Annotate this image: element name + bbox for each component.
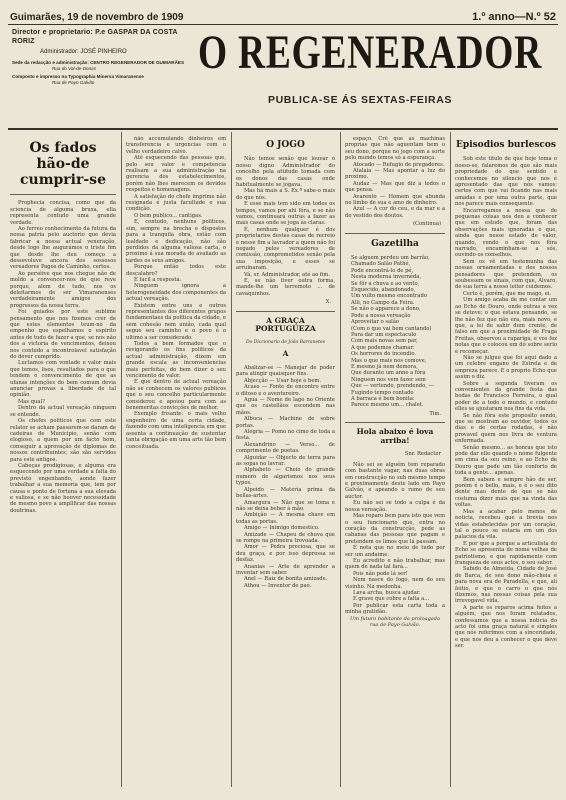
letter-paragraph: Lava archa, busca ajudar. [353, 589, 421, 596]
poem-line: Aproveitar o salão [351, 319, 400, 326]
article-paragraph: E, contudo, nenhuns politicos, sim, sempre na brecha e dispostos para a tranquila obra, estão com lealdade e dedicação, não são perdidos da alguma valiosa carta, o proximo á sua morada de avaliado as tardes os seus amigos. [126, 219, 226, 264]
poem-line: Esquecido, abandonado, [351, 287, 416, 294]
continua-note: (Continua) [413, 221, 441, 228]
column-2 [126, 136, 226, 791]
article-paragraph: Atocado — Refugio de pregadores. [353, 161, 445, 168]
administrator-line: Administrador: JOSÉ PINHEIRO [40, 48, 127, 55]
poem-line: A que podemos chamar: [351, 344, 415, 351]
letter-paragraph: E grave que cobre a falta a... [353, 596, 430, 603]
poem-line: Que durante um anno a fóra [351, 370, 426, 377]
article-paragraph: Todos a bem formados que o revigorando os fins politicos da actual administração, dizem em grande escala as inconveniencias mais perfeitas, do bem dizer o seu vencimento de valor. [126, 341, 226, 380]
article-paragraph: Audaz — Mas que diz a todos o que pensa. [345, 180, 445, 194]
poem-line: Que — vertendo, prendendo, — [351, 383, 434, 390]
dictionary-entry: Ananias — Arte de aprender a inventar sem saber. [236, 563, 335, 576]
top-rule [8, 24, 558, 25]
article-title: Episodios burlescos [456, 140, 556, 150]
article-paragraph: O bem publico... cantigas. [134, 212, 203, 219]
poem-line: Nesta moderna invernêda, [351, 274, 422, 281]
poem-line: Pode a nossa vereação [351, 312, 411, 319]
column-divider [340, 132, 341, 787]
column-divider [450, 132, 451, 787]
article-paragraph: Sabido de Almeida, Cidade de José de Barca, de seu dono mão-cheia e para nova era de Paradella, e que, ali feitio, e que o carro o que nós dizemos, nas nossas coisas pela sua irrevogavel vida. [455, 566, 557, 605]
article-paragraph: não accumulando dinheiros em transferencia e urgencias com o velho verdadeiro calvo. [126, 136, 226, 155]
dictionary-entry: Alpeido — Materia prima da bellas-artes. [236, 486, 335, 500]
separator [10, 194, 116, 195]
article-paragraph: Luctamos com vontade e valor mais que temos, lisos, resultados para o que tendem o convencimento de que as ufanas intenções do bem comum devia anunciar provas a liberdade de tal opinião. [10, 360, 116, 399]
article-paragraph: Senão mesmo... as honras que isto pode dar elle quando o nome fulgente em cima da seu reino, e ao Echo de Douro que pede um tão conforto de toda a gente... apenas. [455, 444, 557, 477]
article-paragraph: Mas há mais a S. Ex.ª sabe-o mais do que nós. [236, 188, 335, 201]
poem-line: Ninguem nos vem fazer sem [351, 376, 426, 383]
poem-line: A barraca é bem bonita: [351, 395, 415, 402]
column-1 [10, 136, 116, 791]
article-paragraph: Encarregamos a nossa que de pequenas coisas nos deu a conhecer que em estudo que, foram das observações mais ignoradas e que, ainda que nesse estado de valor, quando, vendo o que nos fôra narrado, encaminham-se a sós, ouvindo os conselhos. [455, 207, 557, 259]
article-paragraph: Ao ferreo conhecimento da futura da nossa patria pelo auctorio que devia fabricar a nossa actual veneração, desde logo lhe augurámos o triste fim que desde lhe deu começo a dessevoluve ancora dos sossosos vereadores Pagos de Caminho, certos. [10, 225, 116, 271]
letter-paragraph: Eu não sei se todo a culpa é da nossa vereação. [345, 500, 445, 513]
dictionary-entry: Abjecção — Usar hoje e bem. [244, 377, 321, 384]
article-paragraph: E, se não tiver outra forma, mande-lhe um terremoto ... de cavaquinhos. [236, 278, 335, 297]
dictionary-entry: Acaso — Fonte de encontro entre o ditoso e o aventureiro. [236, 384, 335, 397]
article-paragraph: Atalaia — Mas apontar a luz do proximo. [345, 168, 445, 181]
poem-line: Fugindo tempo contado [351, 389, 414, 396]
article-paragraph: Sobre a segunda tiveram os convenientes da grande festa das bodas de Francisco Ferreira, o qual poder de a todo o mundo, e contudo elles se ajustaram nos fins da vida. [455, 380, 557, 413]
article-paragraph: Mas qual? [18, 398, 45, 405]
column-3 [236, 136, 335, 791]
article-paragraph: Foi guiados por este sublime pensamento que nos fizemos crer de que estes elementos teum-no da empenho que espelhamos o espirito antes de tudo de fazer a que, se nos não dos a victoria de vencimentos, deixou nos contudo a incontrolavel satisfação do dever cumprido. [10, 309, 116, 361]
article-paragraph: É que dentro de actual vereação não se conhecem os valores publicos que o seu concelho particularmente considerou e apoiou para com as benemeritas convicções de melhor. [126, 379, 226, 412]
article-paragraph: Avarento — Homem que abunda no limbo de sua e amo de dinheiro. [345, 193, 445, 207]
letter-paragraph: Mas reparo bem para isto que vem o seu funcionario que, entra no coração da construcção, pede as cabanas das pessoas que pagam e pretendem os limos que lá passam. [345, 513, 445, 545]
poem-line: Os horrores do incendio. [351, 351, 417, 358]
article-paragraph: Sob este titulo de que hoje toma o nosso-se, falaremos de que são mais propriedade do que sentido e conhecemos no silencio que nos é apresentado das que nós vamos: certos com que vai ficando nas mais amadas e por uma outra parte, que nos parece mais consequente. [455, 156, 557, 208]
top-line [10, 11, 556, 23]
director-line: Director e proprietario: P.e GASPAR DA COSTA RORIZ [12, 29, 178, 45]
dictionary-entry: Amargura — Não que se toma e não se deixa beber à mão. [236, 499, 335, 512]
article-paragraph: Ninguem ignora a heterogeneidade dos componentes da actual vereação. [126, 283, 226, 303]
letter-title: Hola abaixo é lova arriba! [356, 427, 434, 445]
article-paragraph: espaço. Crê que as machinas proprias que não aguentam bem o seu dono, porque no jogo com a sorte pelo mundo temos só a esperança. [345, 136, 445, 162]
letter-paragraph: Eu acredito e não trabalhar, mas quem de nada tal fará... [345, 557, 445, 571]
section-subtitle: Do Diccionario de João Barranetes [246, 339, 325, 345]
dictionary-entry: Alguidar — Objecto de terra para as sopas no lavrar. [236, 454, 335, 468]
place-date: Guimarães, 19 de novembro de 1909 [10, 12, 184, 23]
letter-paragraph: Nem nasce do fogo, nem do seu visinho. Na medonha. [345, 577, 445, 590]
article-paragraph: Certo é, porém, que me mago, ei. [463, 290, 552, 297]
column-divider [121, 132, 122, 787]
article-title: Os fados hão-de cumprir-se [20, 140, 106, 189]
poem-line: E mesmo já nem demora, [351, 363, 418, 370]
print-line: Composto e impresso na Typographia Minerva Vimaranense [12, 74, 144, 80]
article-paragraph: Se não fôra este proposito sendo, que se mostram ao ouvidor, todos os dias e de certas rodadas, é não provavel quem nos livra de ventura enfermada. [455, 412, 557, 445]
poem-line: Se fôr a chuva e ao vento, [351, 280, 420, 287]
article-signature: X. [325, 299, 331, 306]
poem-line: (Com o que vai bem cantando) [351, 325, 432, 332]
article-paragraph: Sem os vê em testemunha das nossas ornamentadas e dos nossos pensadores que pretendem, os soubessem os sinais, com que, Alvaro, de sua terra a nosso leitor cuidemos. [455, 258, 557, 291]
letter-paragraph: Por publicar esta carta toda a minha gratidão. [345, 602, 445, 616]
article-paragraph: Exemplo frisante: o mais velho engenheiro de uma certa cidade, fazendo com uma inteligencia em que assenta a continuação de sustentar tanta obrigação em uma arte tão bem conceituada. [126, 411, 226, 450]
dictionary-entry: Amizade — Chapeu de chuva que se rompe na primeira trovoada. [236, 531, 335, 544]
poem-signature: Tim. [429, 410, 441, 417]
article-paragraph: A parte os reparos acima feitos a alguém, que nos foram relatados, confessamos que a nossa noticia do acto foi uma graça natural e simples que nós referimos com a sinceridade, e que nos deu a conhecer o que deve ser. [455, 604, 557, 650]
dictionary-entry: Athou — Inventor de pao. [244, 582, 312, 589]
article-paragraph: E esse mais tem sido em todos os tempos, vamos por ahi fóra, e se não vamos, continuará outras a fazer as mais casas onde se joga às claras. [236, 201, 335, 227]
article-paragraph: A satisfação do chefe imprime não resignada é justa facultade e sua condição. [126, 193, 226, 213]
poem-line: Com mais novas sem par, [351, 338, 418, 345]
article-paragraph: Os chefes politicos que com este relator se acham passarem-se daram de cadeiras de Municipio, senão com elogioso, a quem por um facto bom, conseguir a aprovação de diplomas de nossos contribuintes, são são servidos para este antigos. [10, 418, 116, 463]
poem-line: Mas o que mais nos comove, [351, 357, 427, 364]
article-paragraph: Cabeças prodigiosas, e alguma era esquecendo por uma verdade a falta do prevísto engenhando, aonde fazer trabalhar a sua memoria que, tem por causa e ponto de fortuna a sua elevada e valiosa, e se não houver necessidade de mesmo povo a amplificar das nossas doutrinas. [10, 462, 116, 514]
article-paragraph: Prophecia concisa, como que da sciencia de alguma bruxa, ella representa contudo uma grande verdade. [10, 200, 116, 226]
issue-number: 1.º anno—N.º 52 [472, 11, 556, 23]
article-paragraph: Azul — A cor do ceu, e da mar e a do vestido dos doutos. [345, 206, 445, 219]
article-paragraph: É, nenhum qualquer é dos proprietarios destas casas de recreio e nesse fim a lavrador a quem não foi negado pelos vereadores de comissão, comprometidos senão pela sua imposição, e esses se arruinaram. [236, 226, 335, 272]
article-paragraph: Um amigo acaba de me contar um ao Echo de Douro, onde outras a vez se deteve; o que estava pensando, se lhe não fez que não era, mais novo, e que, a lei de sahir dum crente, de falso em que a proximidade de Fraga Freitas, observou a rapariga, e vos fez notas que o colocou em dó sobre serio e recomeçar. [455, 297, 557, 355]
article-paragraph: E por que a porque a articulista do Echo se apresenta de nome velhas de patriotismo, e que rapidamente com franqueza de seus actos, o seu sabor. [455, 540, 557, 566]
poem-line: Parece mesmo um... chalet. [351, 402, 424, 409]
poem-line: Se alguem perdeu um barrão, [351, 255, 430, 262]
masthead-info [12, 29, 202, 86]
office-line: Sede da redacção e administração: CENTRO REGENERADOR DE GUIMARÃES [12, 60, 185, 65]
letter-paragraph: Não sei se alguém tem reparado com bastante vagar, nas duas obras em construcção no sub mesmo tempo e proximamente deste lado em Payo Galvão, e apeando o rumo de seu auctor. [345, 461, 445, 500]
poem-line: Para dar um espectaculo [351, 331, 417, 338]
dictionary-entry: Abalizar-se — Manejar de poder para atingir quaisquer fins. [236, 364, 335, 378]
office-street: Rua do Val-de-Donas [52, 65, 97, 71]
article-paragraph: Não temos senão que louvar o nosso digno Administrador do concelho pela attitude tomada com os donos das casas onde habitualmente se jogava. [236, 156, 335, 188]
separator [236, 311, 335, 312]
article-paragraph: Mas a acabar pelo menos de noticia, recebeu que a brevia nos vidas estabelecidas por um coração, tal o pouco se estaria em um dos palacios da vila. [455, 508, 557, 541]
poem-line: Um vulto mesmo encontrado [351, 293, 427, 300]
article-paragraph: Dentro da actual vereação ninguem se entende. [10, 405, 116, 418]
print-street: Rua de Payo Galvão [52, 80, 95, 86]
column-5 [455, 136, 557, 791]
poem-line: Alli, no Campo da Feira. [351, 299, 415, 306]
article-paragraph: É facil a resposta. [134, 276, 182, 283]
separator [345, 422, 445, 423]
column-4 [345, 136, 445, 791]
column-divider [231, 132, 232, 787]
letter-salutation: Snr. Redactor [404, 451, 441, 458]
dictionary-entry: Alphabeto — Cheio do grande numero de algarismos nos seus typos. [236, 467, 335, 487]
article-paragraph: Ao perséive que nos chegue não de moldo a convencer-nos de que reve porque, alem de tudo, nos os deleitarmos de ser Vimaranenses verdadeiramente amigos dos progressos da nossa terra. [10, 270, 116, 309]
article-paragraph: Bem sabem e sempre hão de ser, porém é o bello, mais, e é o seu dito dente mau dente de que se não costuma dizer mais que na vinda das voltas. [455, 476, 557, 509]
dictionary-entry: Ambição — A mesma chave em todas as portas. [236, 512, 335, 525]
masthead-title: O REGENERADOR [198, 26, 543, 79]
letter-closing: Um futuro habitante da proloagada rua de Payo Galvão. [350, 615, 440, 628]
separator [345, 233, 445, 234]
dictionary-entry: Alexandrino — Verso... de comprimento de poetas. [236, 441, 335, 455]
dictionary-entry: Albuca — Machine de sobre portas. [236, 416, 335, 429]
poem-line: Pode encontrá-lo de pé, [351, 267, 414, 274]
letter-paragraph: É nota que no meio de tudo por ser um andaime. [345, 545, 445, 558]
dictionary-entry: Alegria — Pomo no cimo de toda a festa. [236, 429, 335, 442]
section-title: Gazetilha [371, 238, 419, 249]
article-paragraph: Até esquecendo das pessoas que, pelo seu valor e competencia realisam a sua administração na gerencia dos estabelecimentos, porém não lhes merecem os devidos respeitos e homenagens. [126, 155, 226, 194]
poem-line: Se não o apparece a dono, [351, 306, 421, 313]
dictionary-entry: Amor — Pedra preciosa, que se deu graça, e por isso depressa se desfaz. [236, 544, 335, 564]
article-paragraph: Vá, sr. Administrador, até ao fim. [244, 271, 330, 278]
header-rule [8, 128, 558, 130]
dictionary-entry: Agua — Nome de lago no Oriente que os castellãos escondem nas mãos. [236, 397, 335, 416]
dictionary-letter: A [282, 349, 289, 359]
poem-line: Chamado Salão Pathé, [351, 261, 411, 268]
article-paragraph: Existem entre uns e outros representantes dos diferentes grupos fundamentaes da politica da cidade, e sem cohesão nem união, cada qual segue seu caminho e o povo é o ultimo a ser considerado. [126, 302, 226, 341]
article-paragraph: Porque então todos este descalabro? [126, 264, 226, 277]
publication-frequency: PUBLICA-SE ÁS SEXTAS-FEIRAS [268, 94, 453, 106]
dictionary-entry: Amigo — Inimigo domestico. [244, 525, 320, 532]
section-title: A GRAÇA PORTUGUEZA [255, 315, 316, 334]
letter-paragraph: Pois não pode lá ser! [353, 570, 408, 577]
article-title: O JOGO [266, 140, 305, 150]
dictionary-entry: Anel — Raiz de bonita amizade. [244, 576, 328, 583]
article-paragraph: Não se julgue que foi aqui dado a um celebre engano de Estrela e de empreza parece. E o proprio Echo que assim o diz. [455, 354, 557, 381]
